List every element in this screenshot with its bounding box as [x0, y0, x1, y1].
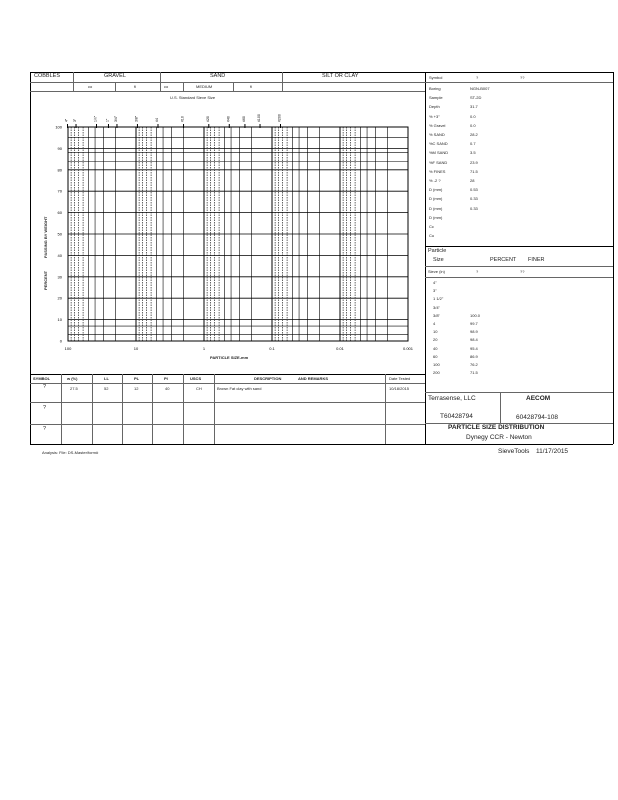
- y-tick-label: 30: [57, 274, 62, 280]
- summary-row-label: Cc: [429, 224, 434, 229]
- row1-symbol: ?: [43, 384, 47, 390]
- table-col-divider: [385, 374, 386, 444]
- table-col-divider: [152, 374, 153, 444]
- summary-row-value: 3.5: [470, 150, 476, 156]
- summary-row-label: Depth: [429, 104, 440, 110]
- sieve-label: #60: [241, 116, 246, 122]
- sieve-label: 3/8": [134, 115, 139, 122]
- th-date-tested: Date Tested: [389, 376, 411, 381]
- table-row-divider: [30, 402, 425, 403]
- particle-divider: [425, 246, 613, 247]
- row1-date: 10/18/2015: [389, 386, 410, 391]
- summary-row-label: Sample: [429, 95, 443, 101]
- company-divider: [425, 392, 613, 393]
- y-tick-label: 40: [57, 252, 62, 258]
- sieve-label: 4": [64, 118, 69, 122]
- particle-row-value: 95.4: [470, 345, 478, 351]
- particle-row-size: 100: [433, 362, 440, 367]
- summary-row-value: 0.33: [470, 196, 478, 202]
- th-pi: PI: [164, 376, 168, 381]
- th-w: w (%): [67, 376, 78, 381]
- summary-row-value: 28: [470, 178, 475, 183]
- company-name: Terrasense, LLC: [428, 395, 476, 402]
- particle-row-size: 10: [433, 329, 438, 335]
- gravel-fine-label: fi: [134, 84, 136, 89]
- row3-symbol: ?: [43, 426, 47, 432]
- table-head-divider: [30, 383, 425, 384]
- particle-row-size: 3/8": [433, 312, 440, 318]
- particle-row-size: 3": [433, 288, 437, 294]
- th-symbol: SYMBOL: [33, 376, 51, 381]
- sieve-label: 3/4": [113, 115, 118, 122]
- summary-row-label: D (mm): [429, 214, 443, 220]
- client-project-number: 60428794-108: [516, 414, 558, 421]
- particle-row-value: 98.9: [470, 329, 478, 335]
- summary-row-value: 31.7: [470, 104, 478, 110]
- sand-medium-label: MEDIUM: [196, 84, 213, 89]
- summary-row-label: % -2 ?: [429, 178, 441, 183]
- summary-row-value: 23.9: [470, 159, 478, 165]
- sieve-size-caption: U.S. Standard Sieve Size: [170, 95, 216, 100]
- symbol-value-2: ??: [520, 75, 525, 80]
- y-tick-label: 50: [57, 231, 62, 237]
- table-col-divider: [61, 374, 62, 444]
- project-number: T60428794: [440, 413, 473, 420]
- summary-row-label: Cu: [429, 233, 435, 239]
- symbol-value: ?: [476, 75, 479, 80]
- client-name: AECOM: [526, 395, 551, 402]
- particle-row-value: 86.9: [470, 353, 478, 359]
- particle-row-size: 200: [433, 370, 440, 376]
- particle-row-value: 100.0: [470, 312, 481, 318]
- sieve-label: #10: [180, 116, 185, 122]
- summary-row-label: %M SAND: [429, 150, 449, 156]
- particle-row-size: 1 1/2": [433, 296, 444, 302]
- report-title: PARTICLE SIZE DISTRIBUTION: [448, 424, 545, 431]
- summary-row-value: 28.2: [470, 132, 478, 137]
- y-tick-label: 100: [55, 124, 62, 130]
- x-tick-label: 0.1: [269, 346, 275, 351]
- row1-ll: 52: [104, 386, 109, 391]
- sieve-label: #40: [226, 116, 231, 122]
- x-axis-label: PARTICLE SIZE-mm: [210, 355, 249, 360]
- sand-fine-label: fi: [250, 84, 252, 89]
- company-col-divider: [500, 392, 501, 423]
- th-ll: LL: [104, 376, 109, 381]
- row1-pi: 40: [165, 386, 170, 391]
- particle-row-size: 40: [433, 345, 438, 351]
- particle-q2: ??: [520, 269, 525, 274]
- particle-row-value: 98.4: [470, 337, 478, 343]
- row1-w: 27.5: [70, 386, 78, 391]
- footer-sievetools: SieveTools: [498, 448, 530, 455]
- table-col-divider: [214, 374, 215, 444]
- sieve-label: #20: [205, 116, 210, 122]
- silt-clay-label: SILT OR CLAY: [322, 73, 359, 79]
- particle-row-size: 4": [433, 280, 437, 285]
- particle-size-label: Size: [433, 257, 444, 263]
- sieve-label: 1½": [93, 115, 98, 122]
- summary-row-value: 71.5: [470, 168, 478, 174]
- footer-date: 11/17/2015: [536, 448, 569, 455]
- summary-row-value: 0.53: [470, 187, 478, 193]
- summary-divider: [425, 82, 613, 83]
- summary-row-label: % FINES: [429, 168, 446, 174]
- particle-row-size: 3/4": [433, 304, 440, 310]
- x-tick-label: 10: [133, 346, 139, 351]
- summary-row-value: ST-2D: [470, 95, 482, 101]
- summary-row-value: NGN-B007: [470, 86, 490, 91]
- y-tick-label: 60: [57, 210, 62, 216]
- summary-row-value: 0.0: [470, 122, 476, 128]
- summary-row-label: D (mm): [429, 196, 443, 202]
- summary-row-label: Boring: [429, 86, 441, 91]
- gravel-label: GRAVEL: [104, 73, 126, 79]
- cobbles-label: COBBLES: [34, 73, 60, 79]
- table-col-divider: [183, 374, 184, 444]
- th-uscs: USCS: [190, 376, 202, 381]
- report-subtitle: Dynegy CCR - Newton: [466, 434, 532, 441]
- th-description: DESCRIPTION: [254, 376, 282, 381]
- summary-row-label: % +3": [429, 113, 440, 119]
- summary-row-label: % Gravel: [429, 122, 446, 128]
- summary-row-label: D (mm): [429, 187, 443, 193]
- x-tick-label: 100: [64, 346, 72, 351]
- sieve-label: 1": [105, 118, 110, 122]
- x-tick-label: 0.001: [402, 346, 414, 351]
- x-tick-label: 1: [202, 346, 206, 351]
- particle-q1: ?: [476, 269, 479, 274]
- y-tick-label: 90: [57, 145, 62, 151]
- y-tick-label: 70: [57, 188, 62, 194]
- table-col-divider: [92, 374, 93, 444]
- particle-head-divider: [425, 266, 613, 267]
- symbol-label: Symbol: [429, 75, 443, 80]
- particle-row-size: 60: [433, 353, 438, 359]
- y-tick-label: 10: [57, 317, 62, 323]
- table-row-divider: [30, 424, 425, 425]
- sand-coarse-label: co: [164, 84, 169, 89]
- row1-pl: 12: [134, 386, 139, 391]
- summary-row-label: % SAND: [429, 132, 445, 137]
- gravel-coarse-label: co: [88, 84, 93, 89]
- table-col-divider: [122, 374, 123, 444]
- y-tick-label: 80: [57, 167, 62, 173]
- row1-uscs: CH: [196, 386, 202, 391]
- summary-row-label: D (mm): [429, 205, 443, 211]
- x-tick-label: 0.01: [336, 346, 344, 351]
- particle-row-size: 20: [433, 337, 438, 343]
- y-axis-label-percent: PERCENT: [43, 270, 48, 290]
- y-tick-label: 20: [57, 295, 62, 301]
- sieve-label: #4: [154, 118, 159, 122]
- sieve-label: 3": [73, 118, 78, 122]
- particle-row-value: 76.2: [470, 362, 478, 367]
- row1-description: Brown Fat clay with sand: [217, 386, 262, 391]
- finer-label: FINER: [528, 257, 545, 263]
- footer-analysis: Analysis: File: DS-Master/form#: [42, 450, 99, 455]
- th-remarks: AND REMARKS: [298, 376, 328, 381]
- th-pl: PL: [134, 376, 140, 381]
- y-axis-label-passing: PASSING BY WEIGHT: [43, 216, 48, 258]
- particle-row-value: 99.7: [470, 321, 478, 326]
- summary-row-label: %F SAND: [429, 159, 448, 165]
- percent-label: PERCENT: [490, 257, 517, 263]
- sand-label: SAND: [210, 73, 226, 79]
- sieve-head: Sieve (in): [428, 269, 445, 274]
- summary-row-label: %C SAND: [429, 141, 448, 147]
- particle-row-value: 71.5: [470, 370, 478, 376]
- sieve-label: #100: [257, 114, 262, 122]
- table-top-border: [30, 374, 425, 375]
- particle-row-size: 4: [433, 321, 436, 326]
- particle-title: Particle: [428, 248, 447, 254]
- particle-head-divider-2: [425, 277, 613, 278]
- sieve-label: #200: [277, 114, 282, 122]
- row2-symbol: ?: [43, 405, 47, 411]
- summary-row-value: 0.7: [470, 141, 476, 147]
- summary-row-value: 0.33: [470, 205, 478, 211]
- summary-row-value: 0.0: [470, 113, 476, 119]
- y-tick-label: 0: [59, 338, 62, 344]
